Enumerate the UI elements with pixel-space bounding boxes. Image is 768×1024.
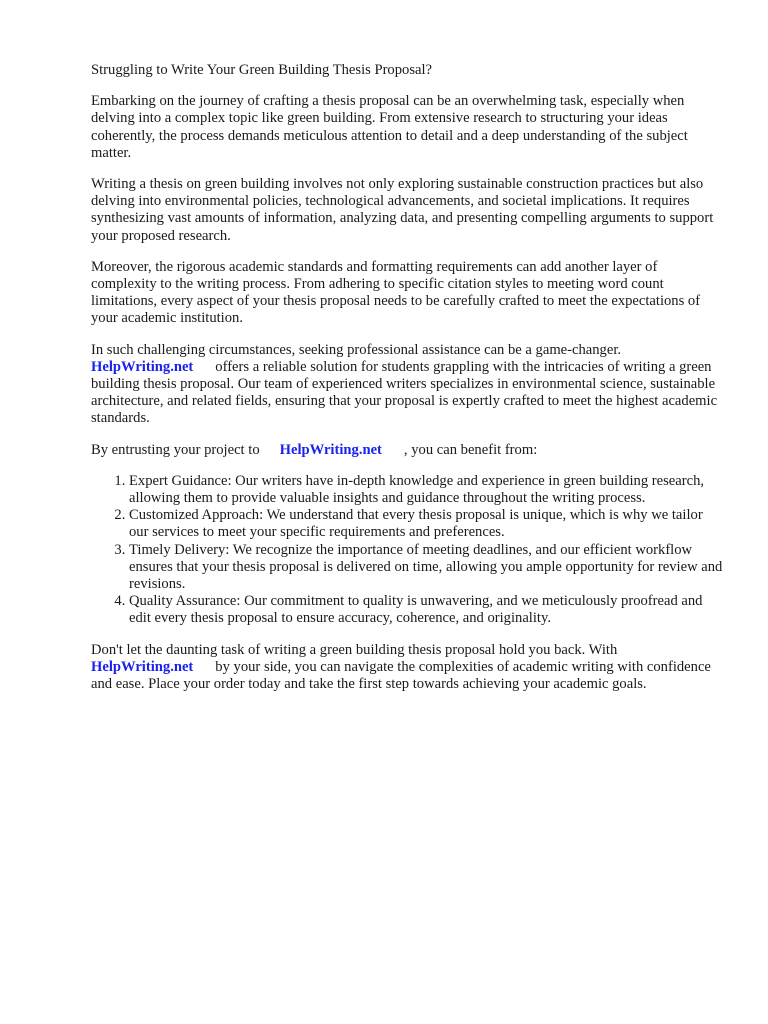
benefits-list	[91, 473, 723, 628]
paragraph-benefits-before: By entrusting your project to	[91, 441, 260, 458]
list-item: 4. Quality Assurance: Our commitment to quality is unwavering, and we meticulously proofread and edit every thesis proposal to ensure accuracy, coherence, and originality.	[129, 593, 723, 627]
paragraph-professional-assistance-rest: offers a reliable solution for students grappling with the intricacies of writing a green building thesis proposal. Our team of experienced writers specializes in environmental science, sustainable architecture, and related fields, ensuring that your proposal is expertly crafted to meet the highest academic standards.	[91, 358, 718, 427]
document-title: Struggling to Write Your Green Building Thesis Proposal?	[91, 62, 433, 78]
helpwriting-link-3[interactable]: HelpWriting.net	[91, 658, 194, 675]
list-item: 1. Expert Guidance: Our writers have in-depth knowledge and experience in green building research, allowing them to provide valuable insights and guidance throughout the writing process.	[129, 473, 723, 507]
list-item: 2. Customized Approach: We understand that every thesis proposal is unique, which is why we tailor our services to meet your specific requirements and preferences.	[129, 507, 723, 541]
paragraph-benefits-intro	[91, 442, 723, 459]
paragraph-closing-intro: Don't let the daunting task of writing a green building thesis proposal hold you back. With	[91, 641, 618, 658]
paragraph-intro: Embarking on the journey of crafting a thesis proposal can be an overwhelming task, especially when delving into a complex topic like green building. From extensive research to structuring your ideas coherently, the process demands meticulous attention to detail and a deep understanding of the subject matter.	[91, 93, 688, 161]
paragraph-academic-standards: Moreover, the rigorous academic standards and formatting requirements can add another layer of complexity to the writing process. From adhering to specific citation styles to meeting word count limitations, every aspect of your thesis proposal needs to be carefully crafted to meet the expectations of your academic institution.	[91, 258, 701, 327]
paragraph-closing	[91, 642, 723, 694]
paragraph-professional-assistance-intro: In such challenging circumstances, seeking professional assistance can be a game-changer.	[91, 341, 622, 358]
paragraph-closing-rest: by your side, you can navigate the complexities of academic writing with confidence and ease. Place your order today and take the first step towards achieving your academic goals.	[91, 658, 711, 693]
document-page	[91, 62, 723, 707]
paragraph-thesis-scope: Writing a thesis on green building involves not only exploring sustainable construction practices but also delving into environmental policies, technological advancements, and societal implications. It requires synthesizing vast amounts of information, analyzing data, and presenting compelling arguments to support your proposed research.	[91, 176, 714, 244]
list-item: 3. Timely Delivery: We recognize the importance of meeting deadlines, and our efficient workflow ensures that your thesis proposal is delivered on time, allowing you ample opportunity for review and revisions.	[129, 542, 723, 594]
paragraph-benefits-after: , you can benefit from:	[403, 441, 538, 458]
paragraph-professional-assistance	[91, 342, 723, 428]
helpwriting-link-2[interactable]: HelpWriting.net	[279, 441, 382, 458]
helpwriting-link-1[interactable]: HelpWriting.net	[91, 358, 194, 375]
